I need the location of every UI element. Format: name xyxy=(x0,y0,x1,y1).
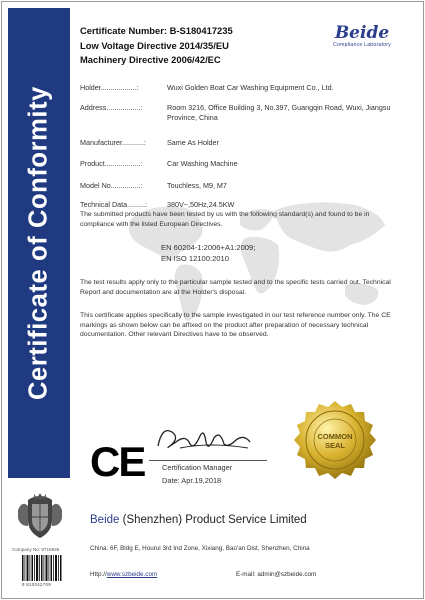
low-voltage-directive: Low Voltage Directive 2014/35/EU xyxy=(80,40,229,51)
signature-date: Date: Apr.19,2018 xyxy=(162,476,222,485)
holder-value: Wuxi Golden Boat Car Washing Equipment Co., Ltd. xyxy=(167,83,334,92)
signature-icon xyxy=(150,418,260,458)
company-address: China: 6F, Bldg E, Hourui 3rd Ind Zone, Xixiang, Bao'an Dist, Shenzhen, China xyxy=(90,545,310,552)
http-label: Http:// xyxy=(90,571,107,578)
technical-data-value: 380V~,50Hz,24.5KW xyxy=(167,200,235,209)
tested-statement: The submitted products have been tested by us with the following standard(s) and found to be in compliance with the listed European Directives. xyxy=(80,211,370,228)
model-value: Touchless, M9, M7 xyxy=(167,181,227,190)
certificate-number: Certificate Number: B-S180417235 xyxy=(80,25,233,36)
royal-crest-icon xyxy=(14,490,66,542)
applicability-statement: This certificate applies specifically to the sample investigated in our test reference number only. The CE markings as shown below can be affixed on the product after preparation of necessary technical documentation. Other relevant Directives have to be observed. xyxy=(80,312,391,338)
test-results-statement: The test results apply only to the particular sample tested and to the specific tests carried out. Technical Report and documentation are at the Holder's disposal. xyxy=(80,279,391,296)
product-label: Product..................: xyxy=(80,159,143,168)
seal-line-2: SEAL xyxy=(324,441,346,450)
address-value: Room 3216, Office Building 3, No.397, Guangqin Road, Wuxi, Jiangsu Province, China xyxy=(167,103,391,122)
website-link[interactable]: www.szbeide.com xyxy=(106,571,158,578)
company-name-rest: (Shenzhen) Product Service Limited xyxy=(119,514,307,526)
company-name xyxy=(90,514,307,526)
certification-manager-title: Certification Manager xyxy=(162,463,233,472)
product-value: Car Washing Machine xyxy=(167,159,238,168)
gold-seal-icon xyxy=(290,395,380,485)
seal-line-1: COMMON xyxy=(317,432,353,441)
standard-2: EN ISO 12100:2010 xyxy=(161,254,229,263)
beide-logo xyxy=(323,24,401,48)
barcode-number: 9 810042709 xyxy=(22,582,51,587)
ce-mark: CE xyxy=(90,438,145,485)
company-brand: Beide xyxy=(90,514,120,526)
signature-line xyxy=(149,460,267,461)
machinery-directive: Machinery Directive 2006/42/EC xyxy=(80,54,221,65)
manufacturer-value: Same As Holder xyxy=(167,138,219,147)
logo-name: Beide xyxy=(334,23,390,43)
barcode-icon xyxy=(22,555,62,581)
holder-label: Holder..................: xyxy=(80,83,139,92)
address-label: Address.................: xyxy=(80,103,143,112)
email-address[interactable]: E-mail: admin@szbeide.com xyxy=(236,571,317,578)
logo-subtitle: Compliance Laboratory xyxy=(333,42,391,48)
technical-data-label: Technical Data.........: xyxy=(80,200,148,209)
manufacturer-label: Manufacturer...........: xyxy=(80,138,146,147)
company-number: Company No: 9718836 xyxy=(12,547,60,552)
certificate-title: Certificate of Conformity xyxy=(24,86,53,400)
model-label: Model No...............: xyxy=(80,181,143,190)
standard-1: EN 60204-1:2006+A1:2009; xyxy=(161,243,256,252)
website-line xyxy=(90,571,157,578)
